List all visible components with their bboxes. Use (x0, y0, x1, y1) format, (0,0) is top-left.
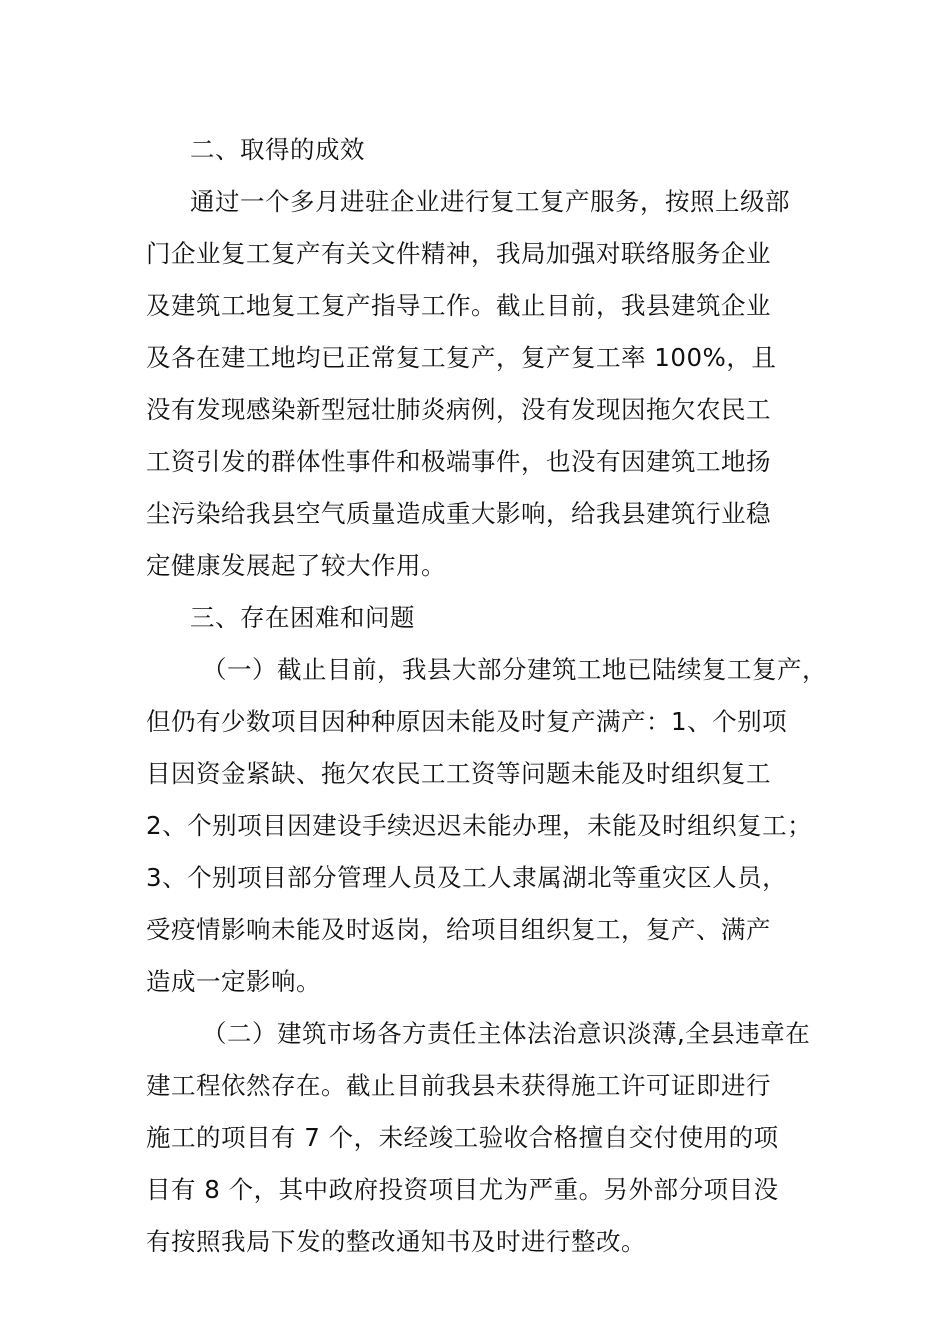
paragraph-line: 工资引发的群体性事件和极端事件，也没有因建筑工地扬 (146, 447, 771, 476)
paragraph-line: 门企业复工复产有关文件精神，我局加强对联络服务企业 (146, 239, 771, 268)
paragraph-line: 及建筑工地复工复产指导工作。截止目前，我县建筑企业 (146, 291, 771, 320)
paragraph-line: （一）截止目前，我县大部分建筑工地已陆续复工复产， (202, 655, 827, 684)
paragraph-line: 受疫情影响未能及时返岗，给项目组织复工，复产、满产 (146, 915, 771, 944)
section-heading-achievements: 二、取得的成效 (190, 135, 365, 164)
paragraph-line: 通过一个多月进驻企业进行复工复产服务，按照上级部 (190, 187, 790, 216)
paragraph-line: 目因资金紧缺、拖欠农民工工资等问题未能及时组织复工 (146, 759, 771, 788)
paragraph-line: 有按照我局下发的整改通知书及时进行整改。 (146, 1227, 646, 1256)
paragraph-line: 3、个别项目部分管理人员及工人隶属湖北等重灾区人员， (146, 863, 788, 892)
paragraph-line: 目有 8 个，其中政府投资项目尤为严重。另外部分项目没 (146, 1175, 779, 1204)
paragraph-line: 施工的项目有 7 个，未经竣工验收合格擅自交付使用的项 (146, 1123, 779, 1152)
paragraph-line: 及各在建工地均已正常复工复产，复产复工率 100%，且 (146, 343, 777, 372)
paragraph-line: 2、个别项目因建设手续迟迟未能办理，未能及时组织复工； (146, 811, 813, 840)
section-heading-problems: 三、存在困难和问题 (190, 603, 415, 632)
paragraph-line: 造成一定影响。 (146, 967, 321, 996)
paragraph-line: （二）建筑市场各方责任主体法治意识淡薄,全县违章在 (202, 1019, 811, 1048)
paragraph-line: 没有发现感染新型冠壮肺炎病例，没有发现因拖欠农民工 (146, 395, 771, 424)
paragraph-line: 建工程依然存在。截止目前我县未获得施工许可证即进行 (146, 1071, 771, 1100)
paragraph-line: 尘污染给我县空气质量造成重大影响，给我县建筑行业稳 (146, 499, 771, 528)
paragraph-line: 定健康发展起了较大作用。 (146, 551, 446, 580)
document-body (146, 124, 827, 1268)
paragraph-line: 但仍有少数项目因种种原因未能及时复产满产：1、个别项 (146, 707, 788, 736)
